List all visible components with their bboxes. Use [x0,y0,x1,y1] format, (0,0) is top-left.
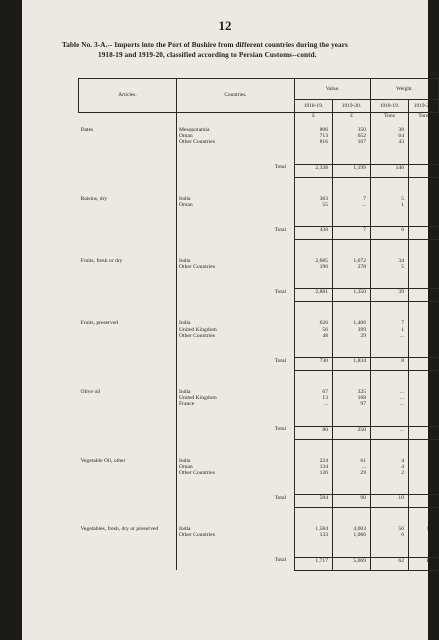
country-name: United Kingdom [177,395,295,401]
value-1918-19: 133 [295,532,333,538]
spacer-cell [177,240,295,259]
total-weight-1918-19: 62 [371,557,409,570]
header-weight-year-1: 1918-19. [371,100,409,113]
total-value-1919-20: 90 [333,495,371,508]
value-1919-20: ... [333,202,371,208]
weight-1919-20: 21 [409,532,439,538]
value-1918-19: ... [295,401,333,407]
country-name: United Kingdom [177,327,295,333]
spacer-cell [295,146,333,165]
weight-1918-19: 4 [371,458,409,464]
spacer-cell [371,339,409,358]
spacer-cell [295,508,333,527]
spacer-cell [177,177,295,196]
spacer-cell [295,476,333,495]
weight-1918-19: 4 [371,464,409,470]
total-value-1919-20: 1,199 [333,164,371,177]
unit-value-2: £ [333,113,371,124]
country-name: Other Countries [177,264,295,270]
weight-1918-19: 64 [371,133,409,139]
spacer-cell [333,339,371,358]
total-value-1919-20: 250 [333,426,371,439]
spacer-cell [177,208,295,227]
article-name: Fruits, fresh or dry [80,258,123,265]
spacer-cell [333,371,371,390]
value-1919-20: 7 [333,196,371,202]
total-value-1918-19: 730 [295,358,333,371]
total-value-1919-20: 5,069 [333,557,371,570]
total-weight-1919-20: 132 [409,557,439,570]
spacer-cell [333,270,371,289]
total-value-1918-19: 584 [295,495,333,508]
spacer-row [79,408,439,427]
caption-line-2: 1918-19 and 1919-20, classified according to Persian Customs--contd. [98,51,317,59]
total-article-empty [79,164,177,177]
spacer-row [79,208,439,227]
spacer-cell [409,408,439,427]
value-1918-19: 383 [295,196,333,202]
spacer-row [79,146,439,165]
spacer-cell [409,539,439,558]
article-name: Fruits, preserved [80,320,119,327]
spacer-cell [79,240,177,259]
value-1919-20: 29 [333,470,371,476]
spacer-cell [79,371,177,390]
spacer-cell [333,302,371,321]
spacer-cell [79,539,177,558]
total-weight-1919-20: ... [409,227,439,240]
weight-1918-19: 5 [371,264,409,270]
spacer-cell [79,146,177,165]
weight-1919-20: 2 [409,327,439,333]
spacer-cell [409,177,439,196]
country-name: France [177,401,295,407]
spacer-cell [295,240,333,259]
total-label: Total [177,227,295,240]
value-1919-20: 325 [333,389,371,395]
total-weight-1919-20: 42 [409,164,439,177]
value-1918-19: 48 [295,333,333,339]
spacer-row [79,508,439,527]
total-row [79,557,439,570]
spacer-cell [79,270,177,289]
spacer-cell [333,177,371,196]
spacer-cell [371,371,409,390]
spacer-cell [409,371,439,390]
spacer-cell [371,408,409,427]
spacer-cell [177,146,295,165]
total-weight-1919-20: ... [409,495,439,508]
spacer-cell [177,439,295,458]
spacer-cell [79,408,177,427]
spacer-cell [371,240,409,259]
imports-table [78,78,439,571]
weight-1918-19: 2 [371,470,409,476]
total-label: Total [177,495,295,508]
total-weight-1919-20: 28 [409,289,439,302]
weight-1918-19: ... [371,401,409,407]
value-1918-19: 55 [295,202,333,208]
spacer-cell [333,208,371,227]
value-1918-19: 713 [295,133,333,139]
header-value: Value. [295,79,371,100]
header-weight: Weight. [371,79,439,100]
total-article-empty [79,358,177,371]
unit-weight-2: Tons [409,113,439,124]
weight-1919-20: 8 [409,264,439,270]
total-value-1919-20: 1,350 [333,289,371,302]
spacer-cell [333,476,371,495]
spacer-cell [371,270,409,289]
value-1919-20: 1,072 [333,258,371,264]
total-weight-1918-19: 10 [371,495,409,508]
weight-1918-19: 6 [371,532,409,538]
spacer-cell [177,539,295,558]
unit-weight-1: Tons [371,113,409,124]
total-article-empty [79,426,177,439]
country-name: India [177,258,295,264]
spacer-cell [333,539,371,558]
spacer-cell [409,146,439,165]
spacer-cell [409,208,439,227]
value-1919-20: 167 [333,139,371,145]
spacer-cell [333,439,371,458]
weight-1918-19: 34 [371,258,409,264]
spacer-cell [371,539,409,558]
table-header [79,79,439,113]
weight-1918-19: ... [371,395,409,401]
value-1919-20: 278 [333,264,371,270]
spacer-cell [409,439,439,458]
header-value-year-2: 1919-20. [333,100,371,113]
spacer-cell [409,270,439,289]
weight-1918-19: ... [371,333,409,339]
spacer-cell [177,508,295,527]
total-article-empty [79,289,177,302]
total-row [79,289,439,302]
spacer-cell [79,439,177,458]
weight-1919-20: ... [409,202,439,208]
value-1919-20: 29 [333,333,371,339]
country-name: Mesopotamia [177,127,295,133]
spacer-cell [295,270,333,289]
spacer-cell [79,302,177,321]
total-weight-1918-19: 146 [371,164,409,177]
spacer-cell [295,539,333,558]
spacer-row [79,270,439,289]
spacer-cell [371,508,409,527]
spacer-cell [79,177,177,196]
total-label: Total [177,426,295,439]
spacer-cell [333,146,371,165]
value-1918-19: 56 [295,327,333,333]
article-name: Raisins, dry [80,195,108,202]
country-name: India [177,389,295,395]
total-row [79,227,439,240]
value-1919-20: 350 [333,127,371,133]
spacer-cell [371,476,409,495]
country-name: Other Countries [177,139,295,145]
value-1919-20: 399 [333,327,371,333]
value-1919-20: 4,003 [333,526,371,532]
unit-value-1: £ [295,113,333,124]
spacer-cell [333,408,371,427]
country-name: Oman [177,202,295,208]
spacer-cell [295,371,333,390]
spacer-cell [295,439,333,458]
value-1918-19: 2,685 [295,258,333,264]
table-caption [62,40,430,60]
spacer-row [79,177,439,196]
weight-1918-19: 1 [371,327,409,333]
value-1918-19: 626 [295,320,333,326]
spacer-row [79,371,439,390]
spacer-cell [79,476,177,495]
total-weight-1918-19: 39 [371,289,409,302]
spacer-cell [409,508,439,527]
value-1918-19: 126 [295,470,333,476]
spacer-row [79,302,439,321]
total-value-1919-20: 1,834 [333,358,371,371]
value-1918-19: 13 [295,395,333,401]
total-row [79,495,439,508]
spacer-row [79,476,439,495]
value-1919-20: ... [333,464,371,470]
article-name: Vegetable Oil, other [80,457,126,464]
country-name: Other Countries [177,470,295,476]
weight-1919-20: 21 [409,133,439,139]
spacer-cell [177,371,295,390]
country-name: India [177,320,295,326]
weight-1918-19: 7 [371,320,409,326]
weight-1918-19: ... [371,389,409,395]
country-name: Oman [177,133,295,139]
weight-1918-19: 43 [371,139,409,145]
header-articles: Articles. [79,79,177,113]
value-1918-19: 224 [295,458,333,464]
article-name: Dates [80,127,94,133]
spacer-cell [333,240,371,259]
total-weight-1918-19: ... [371,426,409,439]
weight-1919-20: ... [409,395,439,401]
total-label: Total [177,164,295,177]
spacer-row [79,439,439,458]
value-1919-20: 1,066 [333,532,371,538]
total-value-1919-20: 7 [333,227,371,240]
value-1918-19: 816 [295,139,333,145]
spacer-cell [333,508,371,527]
total-weight-1919-20: ... [409,426,439,439]
spacer-cell [177,408,295,427]
spacer-cell [409,302,439,321]
total-label: Total [177,289,295,302]
value-1919-20: 652 [333,133,371,139]
spacer-cell [295,408,333,427]
spacer-cell [177,270,295,289]
spacer-cell [177,302,295,321]
weight-1919-20: ... [409,470,439,476]
unit-row [79,113,439,124]
total-article-empty [79,495,177,508]
spacer-cell [371,208,409,227]
caption-line-1: Table No. 3-A.-- Imports into the Port of Bushire from different countries during the years [62,41,348,49]
total-article-empty [79,557,177,570]
spacer-cell [295,339,333,358]
spacer-cell [371,146,409,165]
total-value-1918-19: 438 [295,227,333,240]
total-row [79,358,439,371]
weight-1919-20: ... [409,389,439,395]
weight-1919-20: ... [409,401,439,407]
total-weight-1919-20: 12 [409,358,439,371]
document-page [22,0,435,640]
spacer-cell [371,177,409,196]
spacer-cell [409,240,439,259]
spacer-row [79,339,439,358]
country-name: India [177,526,295,532]
weight-1919-20: 20 [409,258,439,264]
spacer-cell [79,339,177,358]
spacer-cell [295,302,333,321]
table-body [79,113,439,571]
value-1918-19: 1,584 [295,526,333,532]
weight-1919-20: 10 [409,320,439,326]
spacer-cell [409,476,439,495]
weight-1919-20: ... [409,196,439,202]
spacer-cell [177,339,295,358]
spacer-cell [295,177,333,196]
total-row [79,426,439,439]
spacer-cell [79,208,177,227]
weight-1918-19: 5 [371,196,409,202]
total-row [79,164,439,177]
spacer-cell [79,508,177,527]
value-1918-19: 806 [295,127,333,133]
article-name: Vegetables, fresh, dry or preserved [80,526,159,533]
total-weight-1918-19: 8 [371,358,409,371]
country-name: India [177,196,295,202]
value-1918-19: 67 [295,389,333,395]
country-name: Other Countries [177,333,295,339]
total-article-empty [79,227,177,240]
value-1919-20: 97 [333,401,371,407]
country-name: India [177,458,295,464]
weight-1919-20: ... [409,458,439,464]
weight-1919-20: 8 [409,139,439,145]
weight-1919-20: ... [409,333,439,339]
value-1919-20: 61 [333,458,371,464]
header-value-year-1: 1918-19. [295,100,333,113]
header-weight-year-2: 1919-20. [409,100,439,113]
spacer-cell [371,439,409,458]
total-value-1918-19: 2,338 [295,164,333,177]
total-weight-1918-19: 6 [371,227,409,240]
country-name: Oman [177,464,295,470]
header-countries: Countries. [177,79,295,113]
page-number: 12 [218,18,232,33]
value-1919-20: 168 [333,395,371,401]
spacer-cell [409,339,439,358]
spacer-cell [295,208,333,227]
weight-1918-19: 56 [371,526,409,532]
value-1919-20: 1,406 [333,320,371,326]
spacer-row [79,539,439,558]
value-1918-19: 134 [295,464,333,470]
weight-1919-20: 29 [409,127,439,133]
total-label: Total [177,358,295,371]
spacer-row [79,240,439,259]
weight-1919-20: 111 [409,526,439,532]
spacer-cell [371,302,409,321]
weight-1919-20: ... [409,464,439,470]
spacer-cell [177,476,295,495]
total-value-1918-19: 80 [295,426,333,439]
weight-1918-19: 1 [371,202,409,208]
weight-1918-19: 38 [371,127,409,133]
article-name: Olive oil [80,389,101,396]
value-1918-19: 196 [295,264,333,270]
total-value-1918-19: 2,881 [295,289,333,302]
total-value-1918-19: 1,717 [295,557,333,570]
country-name: Other Countries [177,532,295,538]
total-label: Total [177,557,295,570]
